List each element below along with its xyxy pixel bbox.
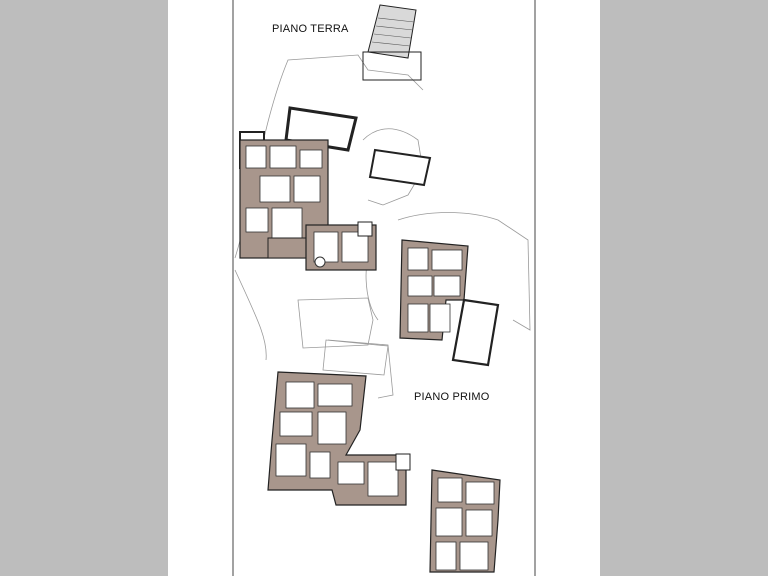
first-floor-building-b xyxy=(430,470,500,572)
first-floor-label: PIANO PRIMO xyxy=(414,391,490,403)
ground-floor-label: PIANO TERRA xyxy=(272,23,349,35)
first-floor-building-a xyxy=(268,340,410,505)
ground-floor-building-b xyxy=(400,240,498,365)
detached-shed xyxy=(370,150,430,185)
hatched-canopy xyxy=(363,5,421,80)
floor-plan-drawing xyxy=(168,0,600,576)
drawing-sheet xyxy=(168,0,600,576)
ground-floor-building-a xyxy=(240,108,376,270)
